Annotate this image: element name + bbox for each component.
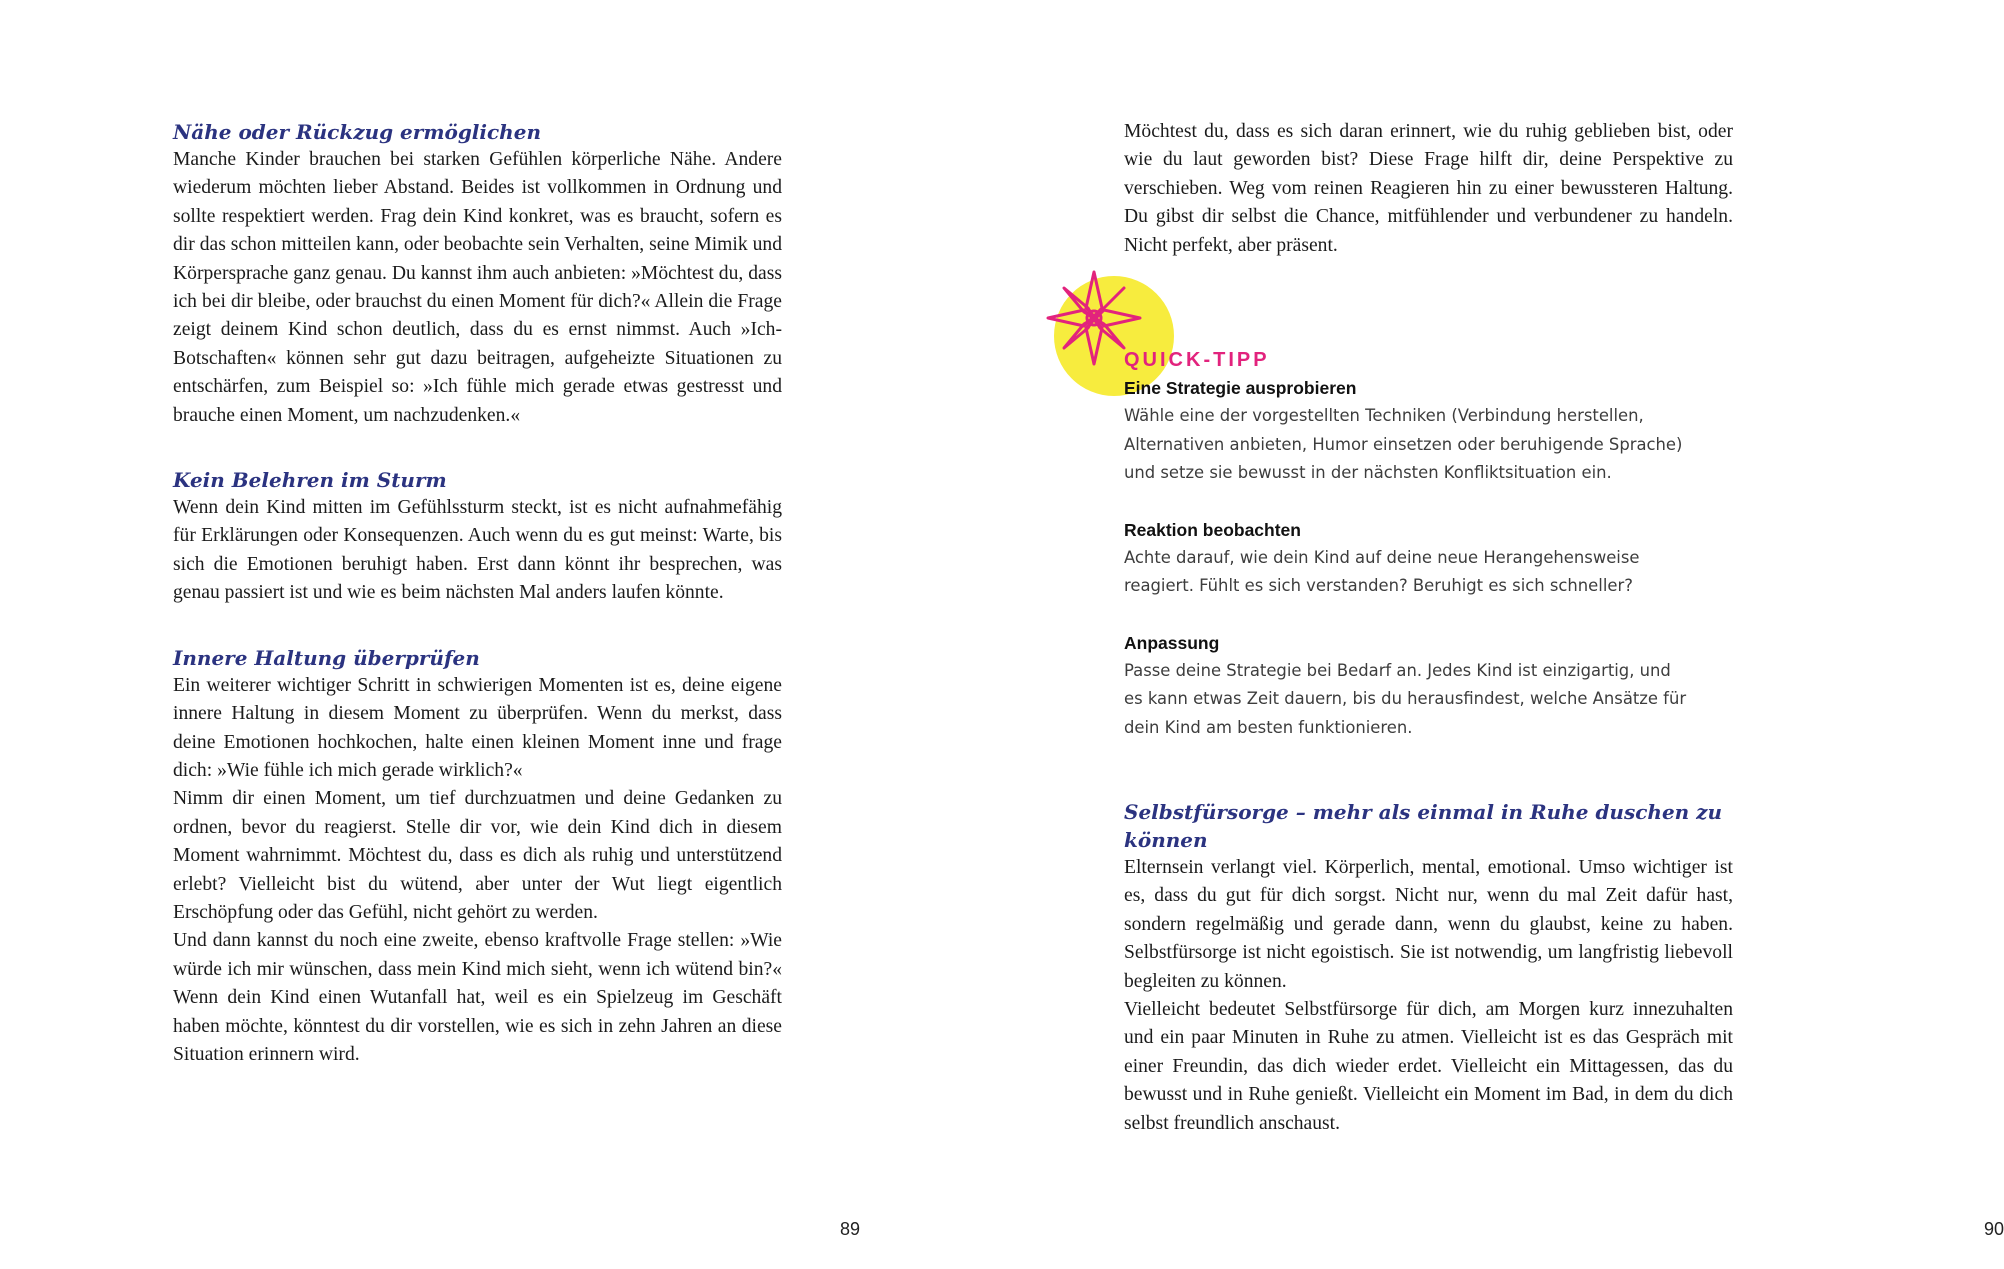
tipp-item (1124, 629, 1733, 743)
paragraph: Manche Kinder brauchen bei starken Gefühlen körperliche Nähe. Andere wiederum möchten lieber Abstand. Beides ist vollkommen in Ordnung und sollte respektiert werden. Frag dein Kind konkret, was es braucht, sofern es dir das schon mitteilen kann, oder beobachte sein Verhalten, seine Mimik und Körpersprache ganz genau. Du kannst ihm auch anbieten: »Möchtest du, dass ich bei dir bleibe, oder brauchst du einen Moment für dich?« Allein die Frage zeigt deinem Kind schon deutlich, dass du es ernst nimmst. Auch »Ich-Botschaften« können sehr gut dazu beitragen, aufgeheizte Situationen zu entschärfen, zum Beispiel so: »Ich fühle mich gerade etwas gestresst und brauche einen Moment, um nachzudenken.« (173, 149, 782, 426)
paragraph: Nimm dir einen Moment, um tief durchzuatmen und deine Gedanken zu ordnen, bevor du reagierst. Stelle dir vor, wie dein Kind dich in diesem Moment wahrnimmt. Möchtest du, dass es dich als ruhig und unterstützend erlebt? Vielleicht bist du wütend, aber unter der Wut liegt eigentlich Erschöpfung oder das Gefühl, nicht gehört zu werden. (173, 788, 782, 923)
section-heading: Kein Belehren im Sturm (173, 468, 447, 493)
left-column (173, 118, 782, 1069)
right-page (944, 0, 2004, 1269)
paragraph: Wenn dein Kind mitten im Gefühlssturm steckt, ist es nicht aufnahmefähig für Erklärungen oder Konsequenzen. Auch wenn du es gut meinst: Warte, bis sich die Emotionen beruhigt haben. Erst dann könnt ihr besprechen, was genau passiert ist und wie es beim nächsten Mal anders laufen könnte. (173, 497, 782, 604)
self-care-section (1124, 798, 1733, 1138)
page-number-left: 89 (840, 1219, 861, 1239)
section-heading: Selbstfürsorge – mehr als einmal in Ruhe duschen zu können (1124, 800, 1723, 852)
quick-tipp-box (1124, 346, 1733, 770)
left-page (0, 0, 944, 1269)
tipp-heading: Reaktion beobachten (1124, 519, 1301, 540)
tipp-heading: Eine Strategie ausprobieren (1124, 378, 1357, 398)
tipp-text: Passe deine Strategie bei Bedarf an. Jedes Kind ist einzigartig, und es kann etwas Zeit dauern, bis du herausfindest, welche Ansätze für dein Kind am besten funktionieren. (1124, 660, 1687, 737)
tipp-heading: Anpassung (1124, 632, 1220, 653)
tipp-item (1124, 516, 1733, 601)
paragraph: Ein weiterer wichtiger Schritt in schwierigen Momenten ist es, deine eigene innere Haltung in diesem Moment zu überprüfen. Wenn du merkst, dass deine Emotionen hochkochen, halte einen kleinen Moment inne und frage dich: »Wie fühle ich mich gerade wirklich?« (173, 674, 782, 781)
quick-tipp-label: QUICK-TIPP (1124, 349, 1270, 371)
tipp-text: Achte darauf, wie dein Kind auf deine neue Herangehensweise reagiert. Fühlt es sich verstanden? Beruhigt es sich schneller? (1124, 547, 1640, 595)
section-heading: Nähe oder Rückzug ermöglichen (173, 120, 541, 144)
tipp-item (1124, 374, 1733, 488)
page-number-right: 90 (1984, 1219, 2004, 1239)
paragraph: Elternsein verlangt viel. Körperlich, mental, emotional. Umso wichtiger ist es, dass du gut für dich sorgst. Nicht nur, wenn du mal Zeit dafür hast, sondern regelmäßig und gerade dann, wenn du glaubst, keine zu haben. Selbstfürsorge ist nicht egoistisch. Sie ist notwendig, um langfristig liebevoll begleiten zu können. (1124, 857, 1733, 992)
right-intro (1124, 118, 1733, 260)
tipp-text: Wähle eine der vorgestellten Techniken (Verbindung herstellen, Alternativen anbieten, Humor einsetzen oder beruhigende Sprache) und setze sie bewusst in der nächsten Konfliktsituation ein. (1124, 406, 1683, 482)
paragraph: Vielleicht bedeutet Selbstfürsorge für dich, am Morgen kurz innezuhalten und ein paar Minuten in Ruhe zu atmen. Vielleicht ist es das Gespräch mit einer Freundin, das dich wieder erdet. Vielleicht ein Mittagessen, das du bewusst und in Ruhe genießt. Vielleicht ein Moment im Bad, in dem du dich selbst freundlich anschaust. (1124, 999, 1733, 1134)
paragraph: Und dann kannst du noch eine zweite, ebenso kraftvolle Frage stellen: »Wie würde ich mir wünschen, dass mein Kind mich sieht, wenn ich wütend bin?« Wenn dein Kind einen Wutanfall hat, weil es ein Spielzeug im Geschäft haben möchte, könntest du dir vorstellen, wie es sich in zehn Jahren an diese Situation erinnern wird. (173, 930, 782, 1065)
section-heading: Innere Haltung überprüfen (173, 645, 480, 670)
intro-paragraph: Möchtest du, dass es sich daran erinnert, wie du ruhig geblieben bist, oder wie du laut geworden bist? Diese Frage hilft dir, deine Perspektive zu verschieben. Weg vom reinen Reagieren hin zu einer bewussteren Haltung. Du gibst dir selbst die Chance, mitfühlender und verbundener zu handeln. Nicht perfekt, aber präsent. (1124, 121, 1733, 256)
